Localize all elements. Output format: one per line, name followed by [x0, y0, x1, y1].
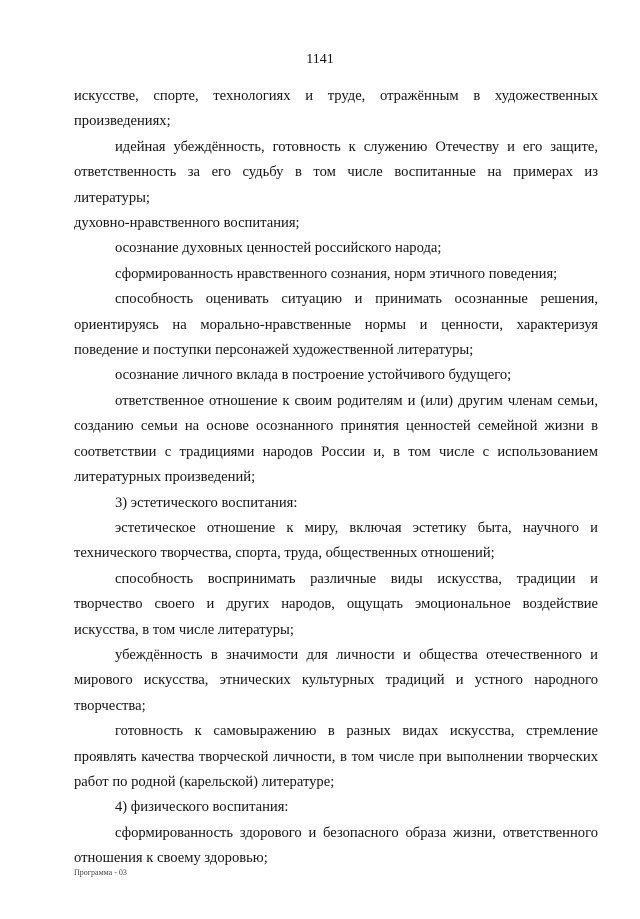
paragraph-15: сформированность здорового и безопасного образа жизни, ответственного отношения к своему здоровью; [74, 824, 598, 867]
paragraph-4: осознание духовных ценностей российского народа; [115, 240, 442, 257]
paragraph-8: ответственное отношение к своим родителям и (или) другим членам семьи, созданию семьи на основе осознанного принятия ценностей семейной жизни в соответствии с традициями народов России и, в том числе с использованием литературных произведений; [74, 392, 598, 486]
paragraph-11: способность воспринимать различные виды искусства, традиции и творчество своего и других народов, ощущать эмоциональное воздействие искусства, в том числе литературы; [74, 570, 598, 638]
paragraph-10: эстетическое отношение к миру, включая эстетику быта, научного и технического творчества, спорта, труда, общественных отношений; [74, 519, 598, 562]
footer-label: Программа - 03 [74, 868, 127, 877]
paragraph-13: готовность к самовыражению в разных видах искусства, стремление проявлять качества творческой личности, в том числе при выполнении творческих работ по родной (карельской) литературе; [74, 723, 598, 790]
document-body [74, 84, 598, 872]
page-number: 1141 [306, 52, 334, 67]
paragraph-12: убеждённость в значимости для личности и общества отечественного и мирового искусства, этнических культурных традиций и устного народного творчества; [74, 646, 598, 714]
paragraph-3: духовно-нравственного воспитания; [74, 215, 300, 232]
section-heading-physical: 4) физического воспитания: [115, 799, 289, 816]
section-heading-aesthetic: 3) эстетического воспитания: [115, 494, 298, 511]
paragraph-6: способность оценивать ситуацию и принимать осознанные решения, ориентируясь на морально-нравственные нормы и ценности, характеризуя поведение и поступки персонажей художественной литературы; [74, 291, 598, 359]
paragraph-1: искусстве, спорте, технологиях и труде, отражённым в художественных произведениях; [74, 88, 598, 130]
paragraph-7: осознание личного вклада в построение устойчивого будущего; [115, 367, 512, 384]
paragraph-5: сформированность нравственного сознания, норм этичного поведения; [115, 265, 558, 282]
paragraph-2: идейная убеждённость, готовность к служению Отечеству и его защите, ответственность за его судьбу в том числе воспитанные на примерах из литературы; [74, 138, 598, 206]
